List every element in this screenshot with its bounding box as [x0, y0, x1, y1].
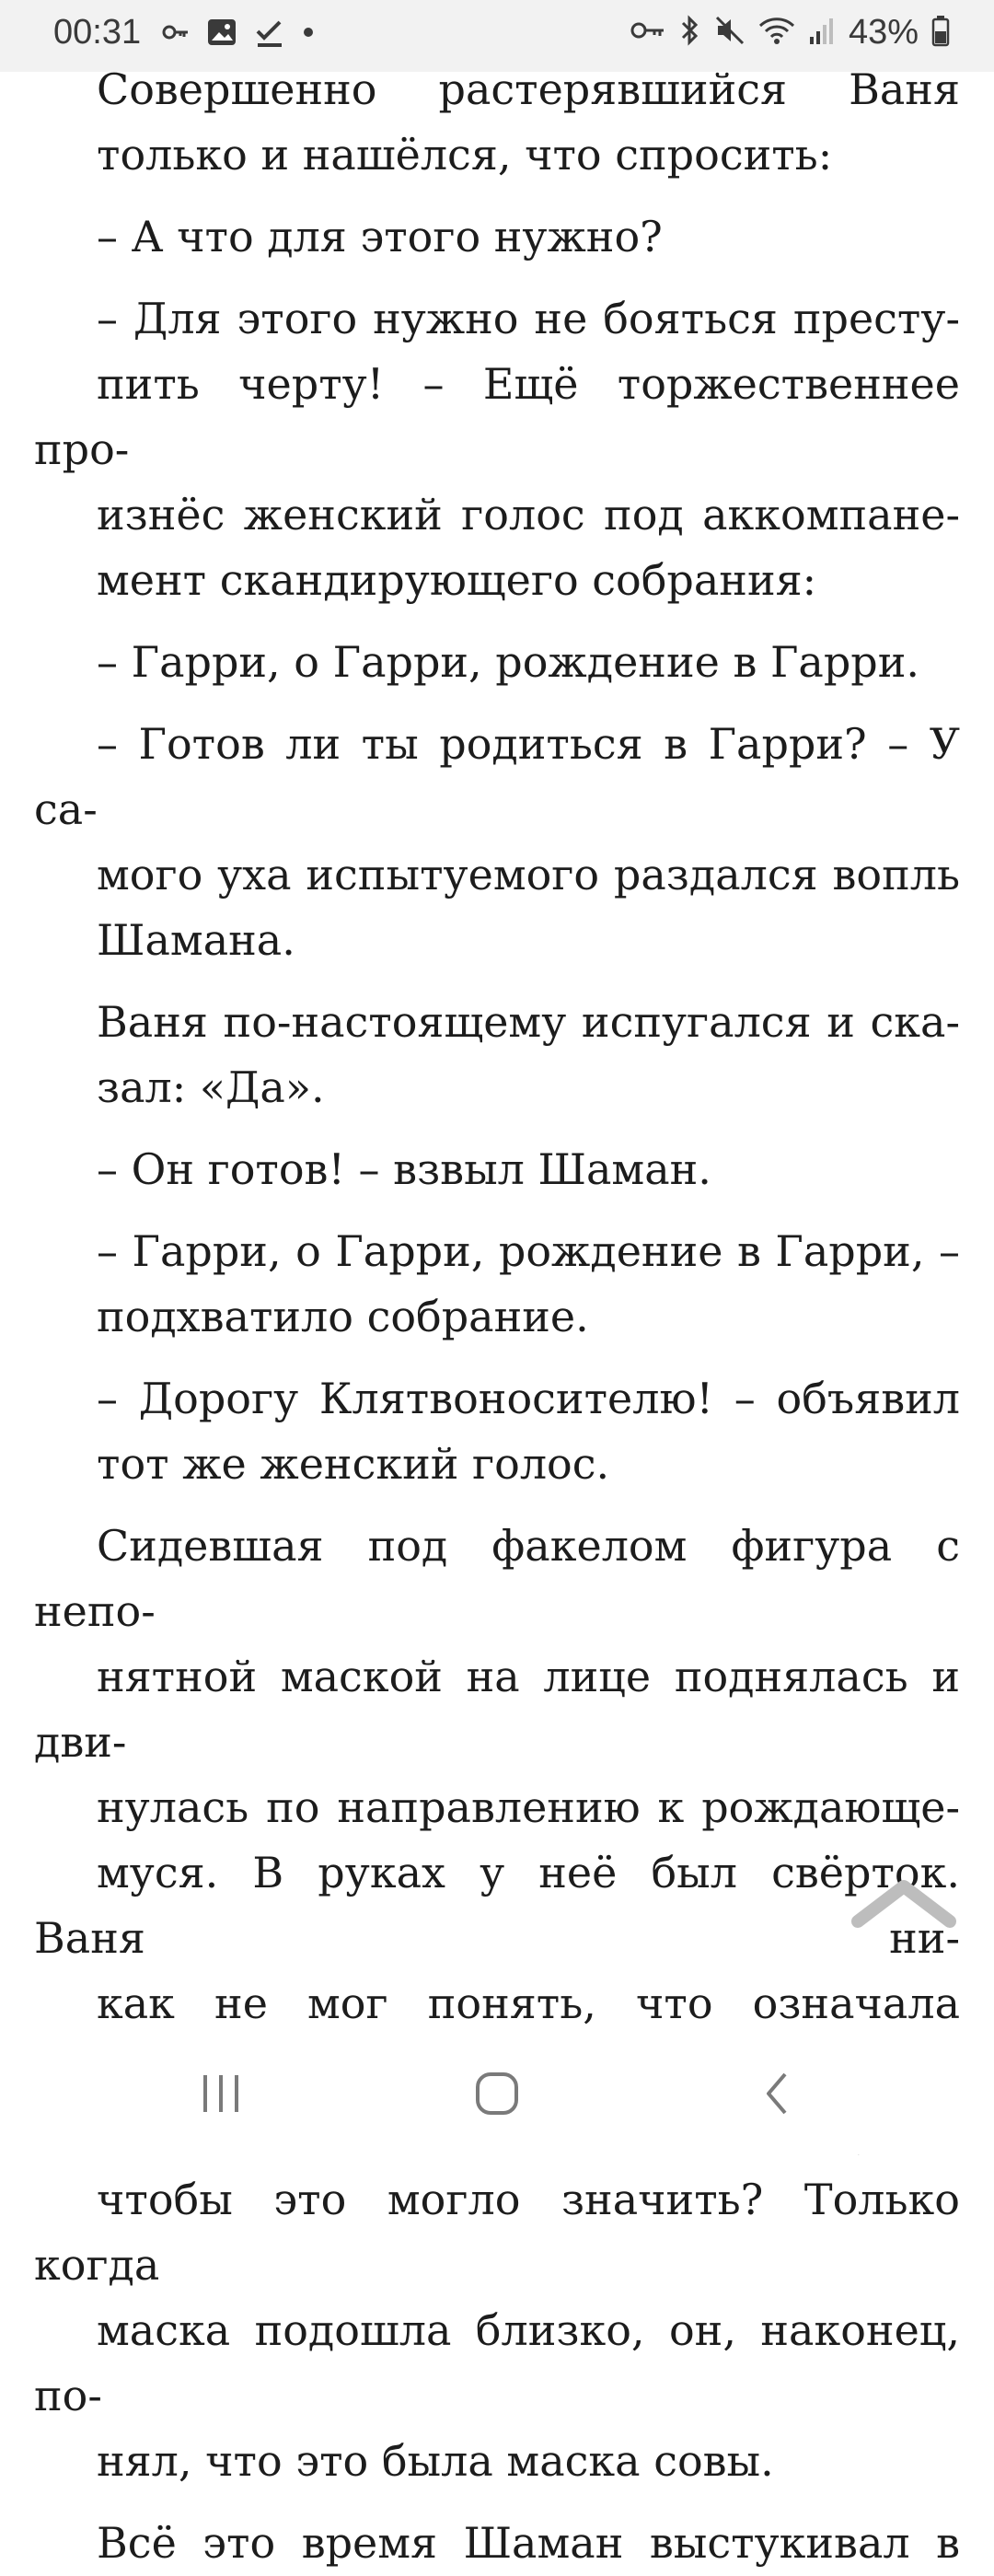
text-line: нулась по направлению к рождающе-	[97, 1782, 960, 1832]
key-icon	[162, 18, 190, 51]
paragraph	[34, 204, 960, 270]
paragraph	[34, 990, 960, 1120]
paragraph	[34, 1219, 960, 1350]
navigation-bar	[0, 2032, 994, 2154]
text-line: нял, что это была маска совы.	[97, 2436, 774, 2486]
paragraph	[34, 1137, 960, 1202]
dot-icon	[302, 26, 315, 43]
paragraph	[34, 2511, 960, 2576]
text-line: – Гарри, о Гарри, рождение в Гарри, –	[97, 1226, 960, 1276]
text-line: только и нашёлся, что спросить:	[97, 130, 833, 180]
back-button[interactable]	[704, 2032, 851, 2154]
bluetooth-icon	[679, 15, 701, 51]
text-line: как не мог понять, что означала	[97, 1978, 960, 2028]
wifi-icon	[758, 15, 795, 51]
text-line: – Готов ли ты родиться в Гарри? – У са-	[34, 719, 960, 834]
paragraph	[34, 630, 960, 695]
text-line: Шамана.	[97, 915, 295, 965]
book-text[interactable]	[34, 57, 960, 2568]
paragraph	[34, 286, 960, 613]
text-line: Совершенно растерявшийся Ваня	[97, 64, 960, 114]
paragraph	[34, 57, 960, 188]
text-line: муся. В руках у неё был свёрток. Ваня ни-	[34, 1848, 960, 1963]
text-line: – Для этого нужно не бояться престу-	[97, 294, 960, 343]
battery-percent: 43%	[848, 13, 919, 52]
paragraph	[34, 1366, 960, 1497]
recents-button[interactable]	[147, 2032, 295, 2154]
text-line: тот же женский голос.	[97, 1439, 610, 1489]
battery-icon	[931, 15, 950, 51]
paragraph	[34, 712, 960, 973]
status-right	[630, 13, 950, 52]
text-line: мого уха испытуемого раздался вопль	[97, 850, 960, 899]
status-left-icons	[162, 17, 315, 52]
text-line: Всё это время Шаман выстукивал в	[97, 2518, 960, 2568]
image-icon	[206, 17, 237, 52]
check-icon	[254, 17, 285, 52]
home-button[interactable]	[423, 2032, 571, 2154]
signal-icon	[808, 15, 836, 51]
text-line: Сидевшая под факелом фигура с непо-	[34, 1521, 960, 1636]
mute-icon	[714, 15, 746, 51]
text-line: – Дорогу Клятвоносителю! – объявил	[97, 1374, 960, 1423]
text-line: пить черту! – Ещё торжественнее про-	[34, 359, 960, 474]
text-line: – А что для этого нужно?	[97, 212, 663, 261]
text-line: Ваня по-настоящему испугался и ска-	[97, 997, 960, 1047]
vpn-key-icon	[630, 17, 666, 49]
back-icon	[759, 2071, 796, 2117]
recents-icon	[198, 2073, 244, 2114]
text-line: мент скандирующего собрания:	[97, 555, 817, 605]
text-line: изнёс женский голос под аккомпане-	[97, 490, 960, 540]
home-icon	[474, 2071, 520, 2117]
text-line: нятной маской на лице поднялась и дви-	[34, 1652, 960, 1767]
chevron-up-icon	[849, 1881, 959, 1927]
text-line: – Он готов! – взвыл Шаман.	[97, 1144, 711, 1194]
scroll-up-button[interactable]	[849, 1881, 959, 1927]
text-line: – Гарри, о Гарри, рождение в Гарри.	[97, 637, 920, 687]
text-line: маска подошла близко, он, наконец, по-	[34, 2305, 960, 2420]
text-line: зал: «Да».	[97, 1062, 325, 1112]
text-line: подхватило собрание.	[97, 1292, 589, 1341]
paragraph	[34, 1514, 960, 2494]
status-time: 00:31	[53, 13, 142, 52]
text-line: чтобы это могло значить? Только когда	[34, 2175, 960, 2290]
